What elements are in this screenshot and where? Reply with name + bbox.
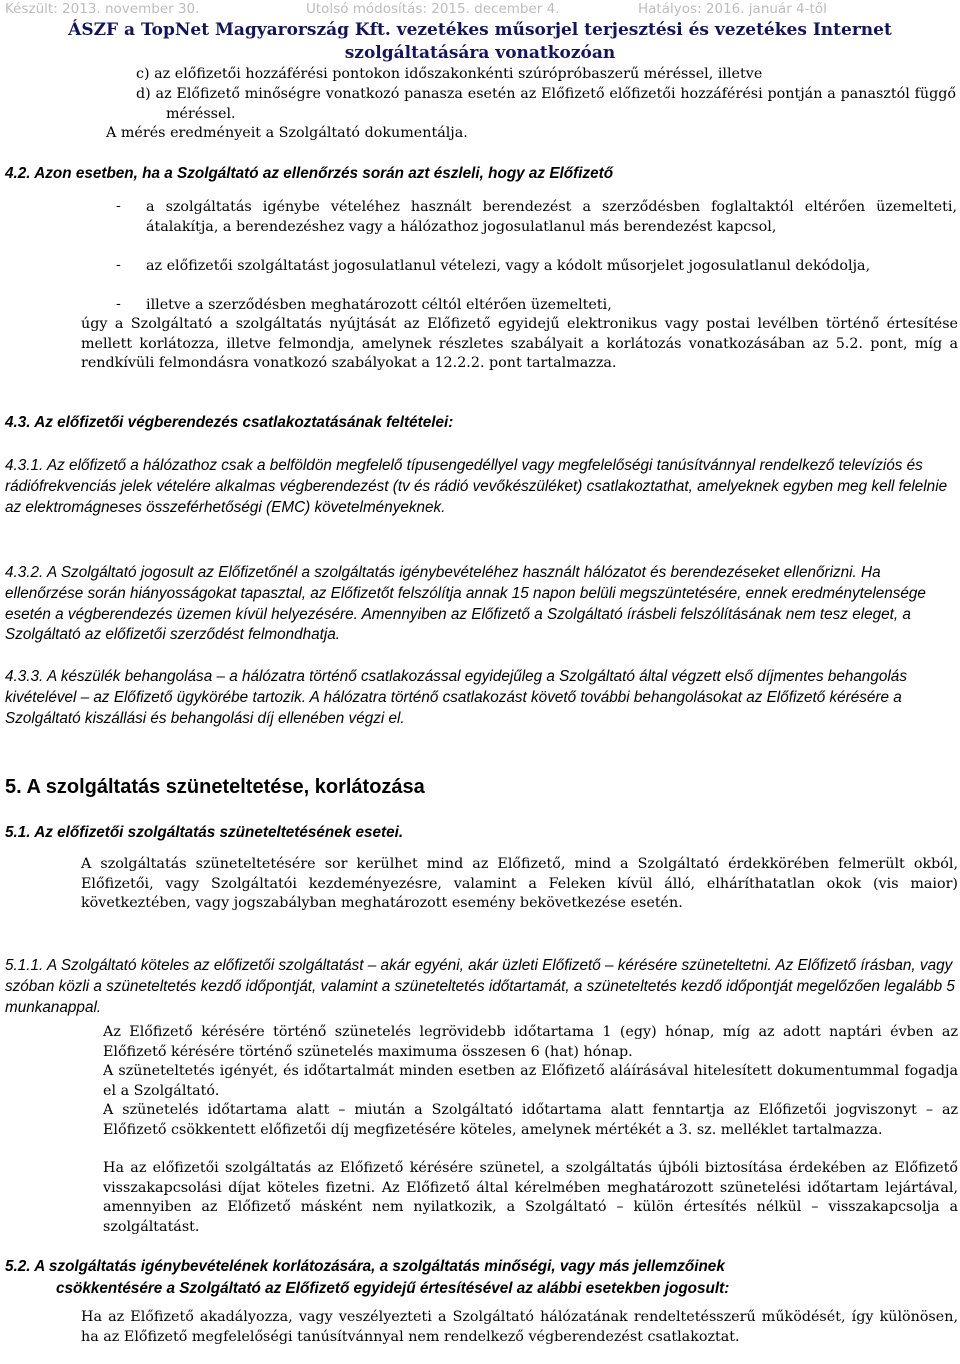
list-item-d: [136, 85, 956, 124]
pause-paragraph: A szüneteltetés igényét, és időtartalmát minden esetben az Előfizető aláírásával hitelesített dokumentummal fogadja el a Szolgáltató.: [103, 1063, 958, 1099]
section-4-3-3: 4.3.3. A készülék behangolása – a hálózatra történő csatlakozással egyidejűleg a Szolgáltató által végzett első díjmentes behangolás kivételével – az Előfizető ügykörébe tartozik. A hálózatra történő csatlakozást követő további behangolásokat az Előfizető kérésére a Szolgáltató kiszállási és behangolási díj ellenében végzi el.: [5, 668, 907, 727]
section-5-1-body: A szolgáltatás szüneteltetésére sor kerülhet mind az Előfizető, mind a Szolgáltató érdekkörében felmerült okból, Előfizetői, vagy Szolgáltatói kezdeményezésre, valamint a Feleken kívül álló, elháríthatatlan okok (vis maior) következtében, vagy jogszabályban meghatározott esemény bekövetkezése esetén.: [81, 856, 958, 912]
pause-paragraph: A szünetelés időtartama alatt – miután a Szolgáltató időtartama alatt fenntartja az Előfizetői jogviszonyt – az Előfizető csökkentett előfizetői díj megfizetésére köteles, amelynek mértékét a 3. sz. melléklet tartalmazza.: [103, 1102, 958, 1138]
section-4-3-title: 4.3. Az előfizetői végberendezés csatlakoztatásának feltételei:: [5, 414, 454, 431]
document-title-line1: ÁSZF a TopNet Magyarország Kft. vezetékes műsorjel terjesztési és vezetékes Internet: [68, 20, 892, 40]
pause-paragraph: Ha az előfizetői szolgáltatás az Előfizető kérésére szünetel, a szolgáltatás újbóli biztosítása érdekében az Előfizető visszakapcsolási díjat köteles fizetni. Az Előfizető által kérelmében meghatározott szünetelési időtartam lejártával, amennyiben az Előfizető másként nem nyilatkozik, a Szolgáltató – külön értesítés nélkül – visszakapcsolja a szolgáltatást.: [103, 1160, 958, 1235]
bullet-dash: -: [116, 198, 121, 214]
section-4-2-title: 4.2. Azon esetben, ha a Szolgáltató az ellenőrzés során azt észleli, hogy az Előfizető: [5, 165, 614, 182]
measurement-documented: A mérés eredményeit a Szolgáltató dokumentálja.: [106, 125, 468, 141]
section-5-1-title: 5.1. Az előfizetői szolgáltatás szüneteltetésének esetei.: [5, 824, 404, 841]
section-5-2-body: Ha az Előfizető akadályozza, vagy veszélyezteti a Szolgáltató hálózatának rendeltetésszerű működését, így különösen, ha az Előfizető megfelelőségi tanúsítvánnyal nem rendelkező végberendezést csatlakoztat.: [81, 1309, 958, 1345]
section-5-1-1-title: 5.1.1. A Szolgáltató köteles az előfizetői szolgáltatást – akár egyéni, akár üzleti Előfizető – kérésére szüneteltetni. Az Előfizető írásban, vagy szóban közli a szüneteltetés kezdő időpontját, valamint a szüneteltetés időtartamát, a szüneteltetés kezdő időpontját megelőzően legalább 5 munkanappal.: [5, 957, 955, 1016]
section-5-2-title-line2: csökkentésére a Szolgáltató az Előfizető egyidejű értesítésével az alábbi esetekben jogosult:: [56, 1280, 730, 1297]
bullet-dash: -: [116, 296, 121, 312]
pause-paragraph: Az Előfizető kérésére történő szünetelés legrövidebb időtartama 1 (egy) hónap, míg az adott naptári évben az Előfizető kérésére történő szünetelés maximuma összesen 6 (hat) hónap.: [103, 1024, 958, 1060]
list-item-c: c) az előfizetői hozzáférési pontokon időszakonkénti szúrópróbaszerű méréssel, illetve: [136, 66, 763, 82]
section-4-3-2: 4.3.2. A Szolgáltató jogosult az Előfizetőnél a szolgáltatás igénybevételéhez használt hálózatot és berendezéseket ellenőrizni. Ha ellenőrzése során hiányosságokat tapasztal, az Előfizetőt felszólítja annak 15 napon belüli megszüntetésére, ennek eredménytelensége esetén a végberendezés üzemen kívül helyezésére. Amennyiben az Előfizető a Szolgáltató írásbeli felszólításának nem tesz eleget, a Szolgáltató az előfizetői szerződést felmondhatja.: [5, 564, 926, 644]
bullet-item: illetve a szerződésben meghatározott céltól eltérően üzemelteti,: [146, 297, 612, 313]
section-5-title: 5. A szolgáltatás szüneteltetése, korlátozása: [5, 776, 425, 798]
bullet-dash: -: [116, 257, 121, 273]
list-item-d-text: d) az Előfizető minőségre vonatkozó panasza esetén az Előfizető előfizetői hozzáférési pontján a panasztól függő méréssel.: [136, 86, 956, 122]
modified-date: Utolsó módosítás: 2015. december 4.: [306, 1, 560, 17]
section-5-2-title-line1: 5.2. A szolgáltatás igénybevételének korlátozására, a szolgáltatás minőségi, vagy más jellemzőinek: [5, 1258, 725, 1275]
section-4-3-1: 4.3.1. Az előfizető a hálózathoz csak a belföldön megfelelő típusengedéllyel vagy megfelelőségi tanúsítvánnyal rendelkező televíziós és rádiófrekvenciás jelek vételére alkalmas végberendezést (tv és rádió vevőkészüléket) csatlakoztathat, amelyeknek egyben meg kell felelnie az elektromágneses összeférhetőségi (EMC) követelményeknek.: [5, 457, 948, 516]
bullet-item: az előfizetői szolgáltatást jogosulatlanul vételezi, vagy a kódolt műsorjelet jogosulatlanul dekódolja,: [146, 258, 871, 274]
bullet-item: a szolgáltatás igénybe vételéhez használt berendezést a szerződésben foglaltaktól eltérően üzemelteti, átalakítja, a berendezéshez vagy a hálózathoz jogosulatlanul más berendezést kapcsol,: [146, 199, 957, 235]
document-title-line2: szolgáltatására vonatkozóan: [344, 43, 616, 63]
document-meta-bar: [5, 0, 955, 22]
section-4-2-conclusion: úgy a Szolgáltató a szolgáltatás nyújtását az Előfizető egyidejű elektronikus vagy postai levélben történő értesítése mellett korlátozza, illetve felmondja, amelynek részletes szabályait a korlátozás vonatkozásában az 5.2. pont, míg a rendkívüli felmondásra vonatkozó szabályokat a 12.2.2. pont tartalmazza.: [81, 316, 958, 372]
created-date: Készült: 2013. november 30.: [5, 1, 200, 17]
effective-date: Hatályos: 2016. január 4-től: [638, 1, 827, 17]
